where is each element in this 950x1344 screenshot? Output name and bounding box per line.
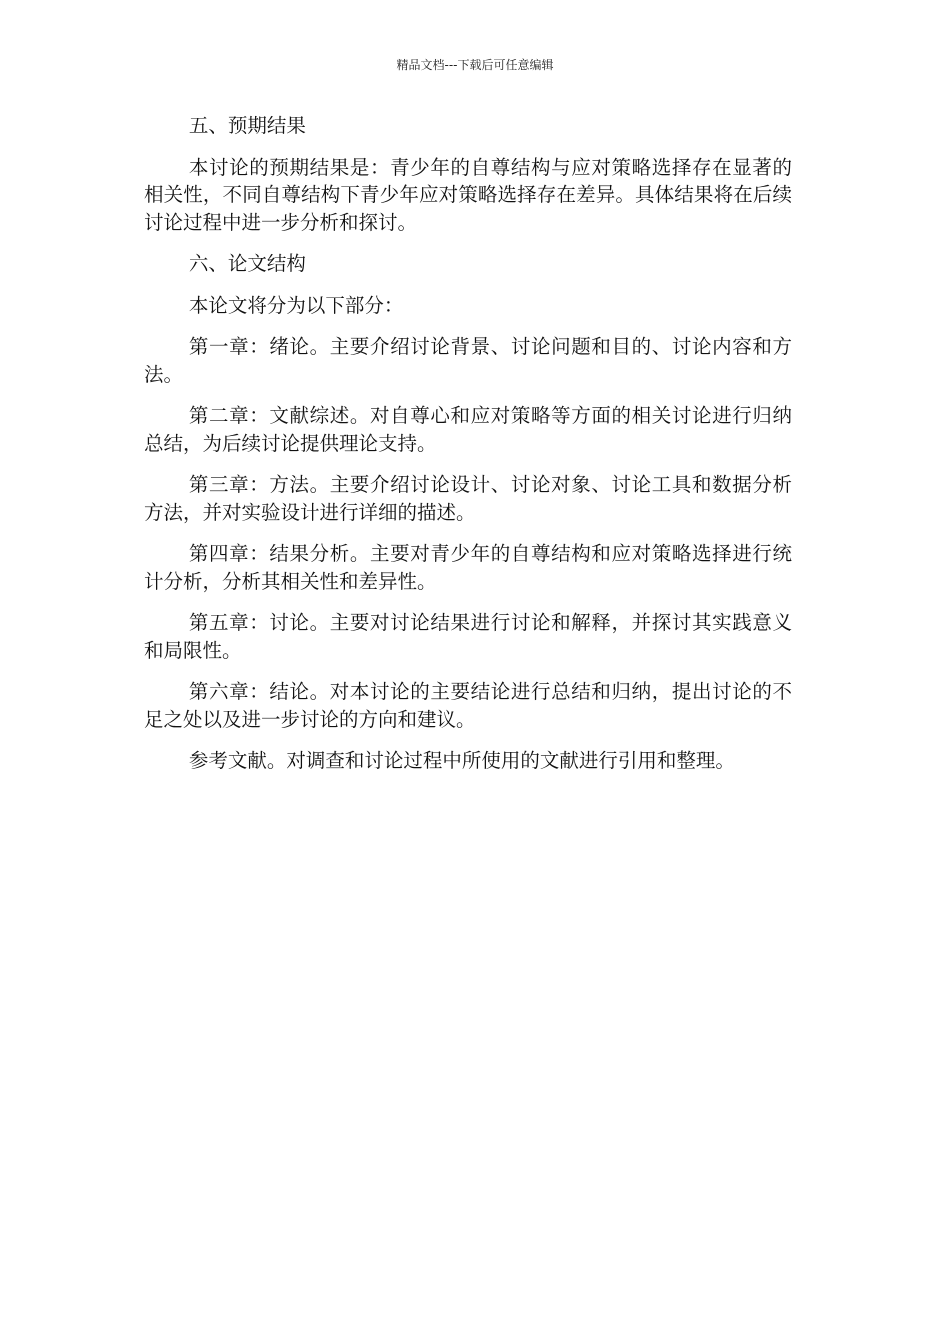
paragraph-chapter-6: 第六章：结论。对本讨论的主要结论进行总结和归纳，提出讨论的不足之处以及进一步讨论的方向和建议。 [144, 680, 792, 731]
document-body [144, 112, 792, 789]
paragraph-structure-intro: 本论文将分为以下部分： [188, 293, 404, 317]
paragraph-expected-results: 本讨论的预期结果是：青少年的自尊结构与应对策略选择存在显著的相关性，不同自尊结构下青少年应对策略选择存在差异。具体结果将在后续讨论过程中进一步分析和探讨。 [144, 155, 792, 234]
paragraph-chapter-2: 第二章：文献综述。对自尊心和应对策略等方面的相关讨论进行归纳总结，为后续讨论提供理论支持。 [144, 404, 792, 455]
paragraph-chapter-3: 第三章：方法。主要介绍讨论设计、讨论对象、讨论工具和数据分析方法，并对实验设计进行详细的描述。 [144, 473, 792, 524]
paragraph-chapter-1: 第一章：绪论。主要介绍讨论背景、讨论问题和目的、讨论内容和方法。 [144, 335, 792, 386]
page-header: 精品文档---下载后可任意编辑 [396, 58, 554, 72]
paragraph-references: 参考文献。对调查和讨论过程中所使用的文献进行引用和整理。 [188, 749, 735, 772]
paragraph-chapter-4: 第四章：结果分析。主要对青少年的自尊结构和应对策略选择进行统计分析，分析其相关性和差异性。 [144, 542, 792, 593]
paragraph-chapter-5: 第五章：讨论。主要对讨论结果进行讨论和解释，并探讨其实践意义和局限性。 [144, 611, 792, 662]
section-heading-thesis-structure: 六、论文结构 [188, 252, 306, 275]
section-heading-expected-results: 五、预期结果 [188, 114, 306, 137]
